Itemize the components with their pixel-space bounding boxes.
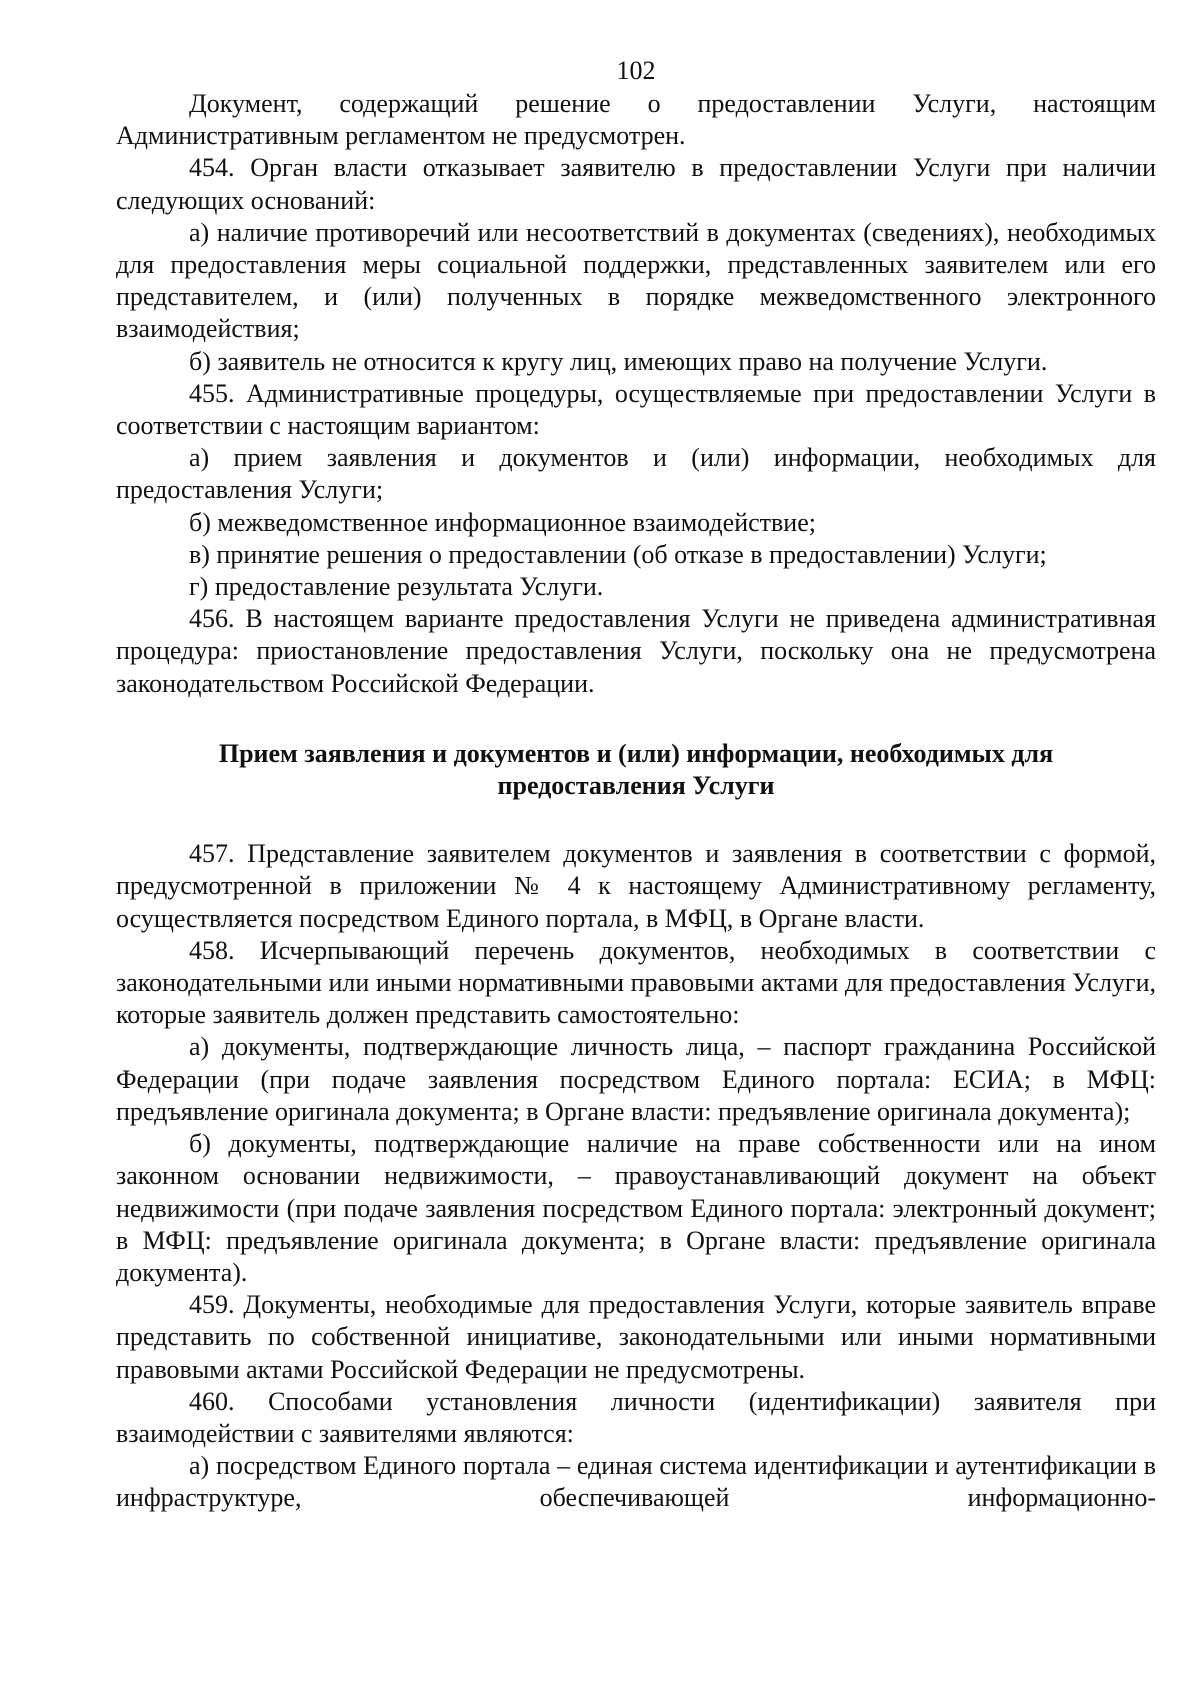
paragraph-454: 454. Орган власти отказывает заявителю в предоставлении Услуги при наличии следующих оснований: bbox=[116, 153, 1156, 215]
paragraph-455-v: в) принятие решения о предоставлении (об отказе в предоставлении) Услуги; bbox=[189, 539, 1047, 569]
section-2 bbox=[116, 838, 1156, 1514]
heading-line-1: Прием заявления и документов и (или) информации, необходимых для bbox=[218, 738, 1054, 768]
paragraph-455-b: б) межведомственное информационное взаимодействие; bbox=[189, 507, 816, 537]
page-content bbox=[116, 0, 1156, 1515]
paragraph-459: 459. Документы, необходимые для предоставления Услуги, которые заявитель вправе представить по собственной инициативе, законодательными или иными нормативными правовыми актами Российской Федерации не предусмотрены. bbox=[116, 1290, 1156, 1384]
heading-line-2: предоставления Услуги bbox=[497, 771, 775, 801]
page-number: 102 bbox=[616, 56, 656, 85]
paragraph-454-b: б) заявитель не относится к кругу лиц, имеющих право на получение Услуги. bbox=[189, 346, 1048, 376]
paragraph-454-a: а) наличие противоречий или несоответствий в документах (сведениях), необходимых для предоставления меры социальной поддержки, представленных заявителем или его представителем, и (или) полученных в порядке межведомственного электронного взаимодействия; bbox=[116, 217, 1156, 344]
paragraph-455-a: а) прием заявления и документов и (или) информации, необходимых для предоставления Услуги; bbox=[116, 443, 1156, 505]
paragraph-458: 458. Исчерпывающий перечень документов, необходимых в соответствии с законодательными или иными нормативными правовыми актами для предоставления Услуги, которые заявитель должен представить самостоятельно: bbox=[116, 935, 1156, 1030]
paragraph-460: 460. Способами установления личности (идентификации) заявителя при взаимодействии с заявителями являются: bbox=[116, 1386, 1156, 1448]
paragraph-455: 455. Административные процедуры, осуществляемые при предоставлении Услуги в соответствии с настоящим вариантом: bbox=[116, 378, 1156, 441]
section-1 bbox=[116, 88, 1156, 700]
section-heading bbox=[116, 738, 1156, 802]
paragraph-455-g: г) предоставление результата Услуги. bbox=[189, 572, 604, 602]
paragraph-457: 457. Представление заявителем документов и заявления в соответствии с формой, предусмотренной в приложении № 4 к настоящему Административному регламенту, осуществляется посредством Единого портала, в МФЦ, в Органе власти. bbox=[116, 839, 1156, 933]
paragraph: Документ, содержащий решение о предоставлении Услуги, настоящим Административным регламентом не предусмотрен. bbox=[116, 89, 1156, 151]
paragraph-458-b: б) документы, подтверждающие наличие на праве собственности или на ином законном основании недвижимости, – правоустанавливающий документ на объект недвижимости (при подаче заявления посредством Единого портала: электронный документ; в МФЦ: предъявление оригинала документа; в Органе власти: предъявление оригинала документа). bbox=[116, 1129, 1156, 1287]
paragraph-456: 456. В настоящем варианте предоставления Услуги не приведена административная процедура: приостановление предоставления Услуги, поскольку она не предусмотрена законодательством Российской Федерации. bbox=[116, 604, 1156, 698]
paragraph-460-a: а) посредством Единого портала – единая система идентификации и аутентификации в инфраструктуре, обеспечивающей информационно- bbox=[116, 1451, 1156, 1513]
paragraph-458-a: а) документы, подтверждающие личность лица, – паспорт гражданина Российской Федерации (при подаче заявления посредством Единого портала: ЕСИА; в МФЦ: предъявление оригинала документа; в Органе власти: предъявление оригинала документа); bbox=[116, 1032, 1156, 1126]
